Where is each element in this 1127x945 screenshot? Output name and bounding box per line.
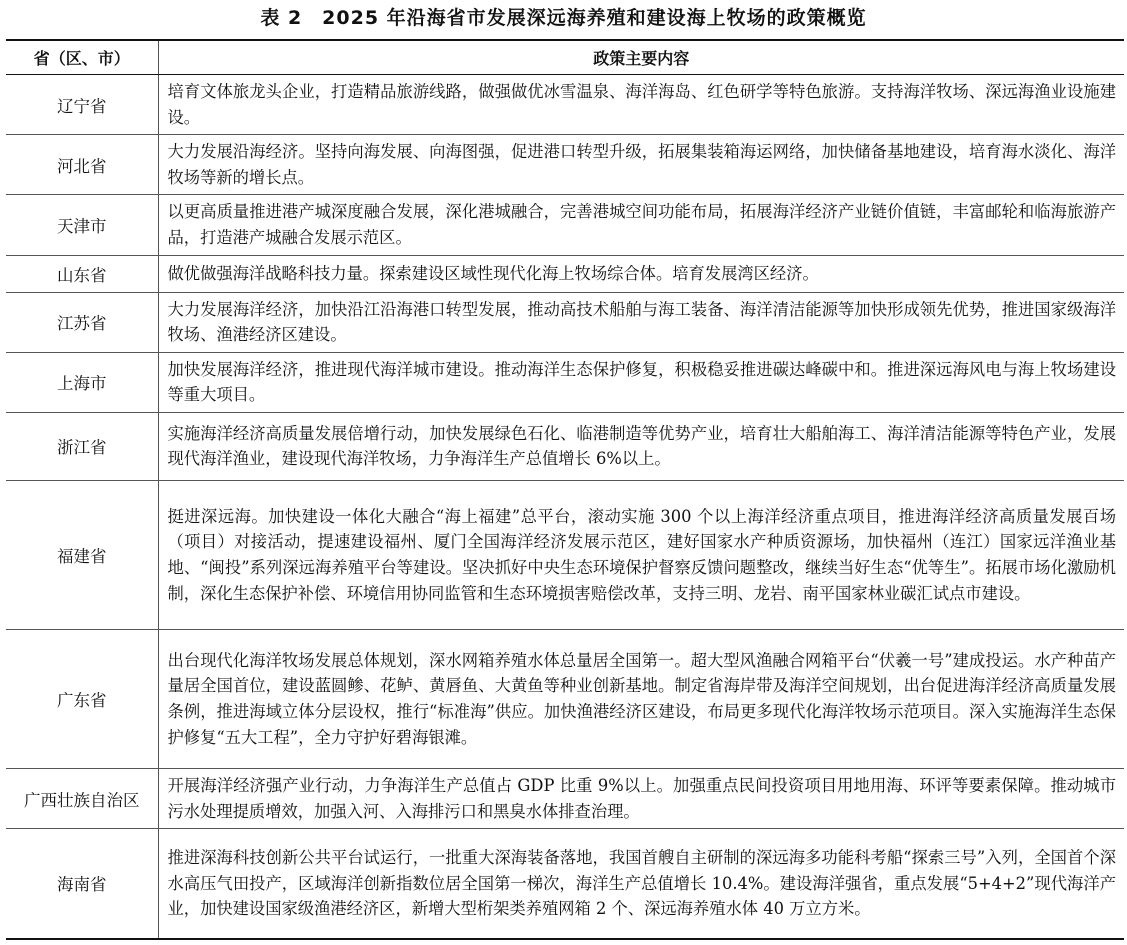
table-row (6, 629, 1124, 768)
province-cell: 辽宁省 (6, 75, 158, 135)
province-cell: 海南省 (6, 829, 158, 939)
table-header-row (6, 40, 1124, 75)
province-cell: 广西壮族自治区 (6, 768, 158, 828)
table-title: 表 2 2025 年沿海省市发展深远海养殖和建设海上牧场的政策概览 (260, 7, 867, 29)
header-province: 省（区、市） (6, 40, 158, 75)
policy-cell: 开展海洋经济强产业行动，力争海洋生产总值占 GDP 比重 9%以上。加强重点民间投资项目用地用海、环评等要素保障。推动城市污水处理提质增效，加强入河、入海排污口和黑臭水体排查治理。 (158, 768, 1124, 828)
policy-cell: 实施海洋经济高质量发展倍增行动，加快发展绿色石化、临港制造等优势产业，培育壮大船舶海工、海洋清洁能源等特色产业，发展现代海洋渔业，建设现代海洋牧场，力争海洋生产总值增长 6%以上。 (158, 412, 1124, 480)
table-row (6, 768, 1124, 828)
table-row (6, 75, 1124, 135)
policy-cell: 出台现代化海洋牧场发展总体规划，深水网箱养殖水体总量居全国第一。超大型风渔融合网箱平台“伏羲一号”建成投运。水产种苗产量居全国首位，建设蓝圆鲹、花鲈、黄唇鱼、大黄鱼等种业创新基地。制定省海岸带及海洋空间规划，出台促进海洋经济高质量发展条例，推进海域立体分层设权，推行“标准海”供应。加快渔港经济区建设，布局更多现代化海洋牧场示范项目。深入实施海洋生态保护修复“五大工程”，全力守护好碧海银滩。 (158, 629, 1124, 768)
policy-table (6, 39, 1124, 940)
header-policy: 政策主要内容 (158, 40, 1124, 75)
policy-cell: 加快发展海洋经济，推进现代海洋城市建设。推动海洋生态保护修复，积极稳妥推进碳达峰碳中和。推进深远海风电与海上牧场建设等重大项目。 (158, 352, 1124, 412)
table-row (6, 480, 1124, 629)
policy-cell: 大力发展海洋经济，加快沿江沿海港口转型发展，推动高技术船舶与海工装备、海洋清洁能源等加快形成领先优势，推进国家级海洋牧场、渔港经济区建设。 (158, 292, 1124, 352)
policy-cell: 大力发展沿海经济。坚持向海发展、向海图强，促进港口转型升级，拓展集装箱海运网络，加快储备基地建设，培育海水淡化、海洋牧场等新的增长点。 (158, 135, 1124, 195)
policy-cell: 挺进深远海。加快建设一体化大融合“海上福建”总平台，滚动实施 300 个以上海洋经济重点项目，推进海洋经济高质量发展百场（项目）对接活动，提速建设福州、厦门全国海洋经济发展示范区，建好国家水产种质资源场，加快福州（连江）国家远洋渔业基地、“闽投”系列深远海养殖平台等建设。坚决抓好中央生态环境保护督察反馈问题整改，继续当好生态“优等生”。拓展市场化激励机制，深化生态保护补偿、环境信用协同监管和生态环境损害赔偿改革，支持三明、龙岩、南平国家林业碳汇试点市建设。 (158, 480, 1124, 629)
province-cell: 河北省 (6, 135, 158, 195)
table-row (6, 195, 1124, 255)
province-cell: 山东省 (6, 255, 158, 292)
province-cell: 江苏省 (6, 292, 158, 352)
province-cell: 福建省 (6, 480, 158, 629)
table-row (6, 412, 1124, 480)
table-row (6, 135, 1124, 195)
policy-cell: 做优做强海洋战略科技力量。探索建设区域性现代化海上牧场综合体。培育发展湾区经济。 (158, 255, 1124, 292)
table-row (6, 352, 1124, 412)
policy-cell: 推进深海科技创新公共平台试运行，一批重大深海装备落地，我国首艘自主研制的深远海多功能科考船“探索三号”入列，全国首个深水高压气田投产，区域海洋创新指数位居全国第一梯次，海洋生产总值增长 10.4%。建设海洋强省，重点发展“5+4+2”现代海洋产业，加快建设国家级渔港经济区，新增大型桁架类养殖网箱 2 个、深远海养殖水体 40 万立方米。 (158, 829, 1124, 939)
province-cell: 天津市 (6, 195, 158, 255)
province-cell: 浙江省 (6, 412, 158, 480)
policy-cell: 以更高质量推进港产城深度融合发展，深化港城融合，完善港城空间功能布局，拓展海洋经济产业链价值链，丰富邮轮和临海旅游产品，打造港产城融合发展示范区。 (158, 195, 1124, 255)
province-cell: 上海市 (6, 352, 158, 412)
table-row (6, 829, 1124, 939)
table-row (6, 255, 1124, 292)
policy-cell: 培育文体旅龙头企业，打造精品旅游线路，做强做优冰雪温泉、海洋海岛、红色研学等特色旅游。支持海洋牧场、深远海渔业设施建设。 (158, 75, 1124, 135)
province-cell: 广东省 (6, 629, 158, 768)
table-row (6, 292, 1124, 352)
